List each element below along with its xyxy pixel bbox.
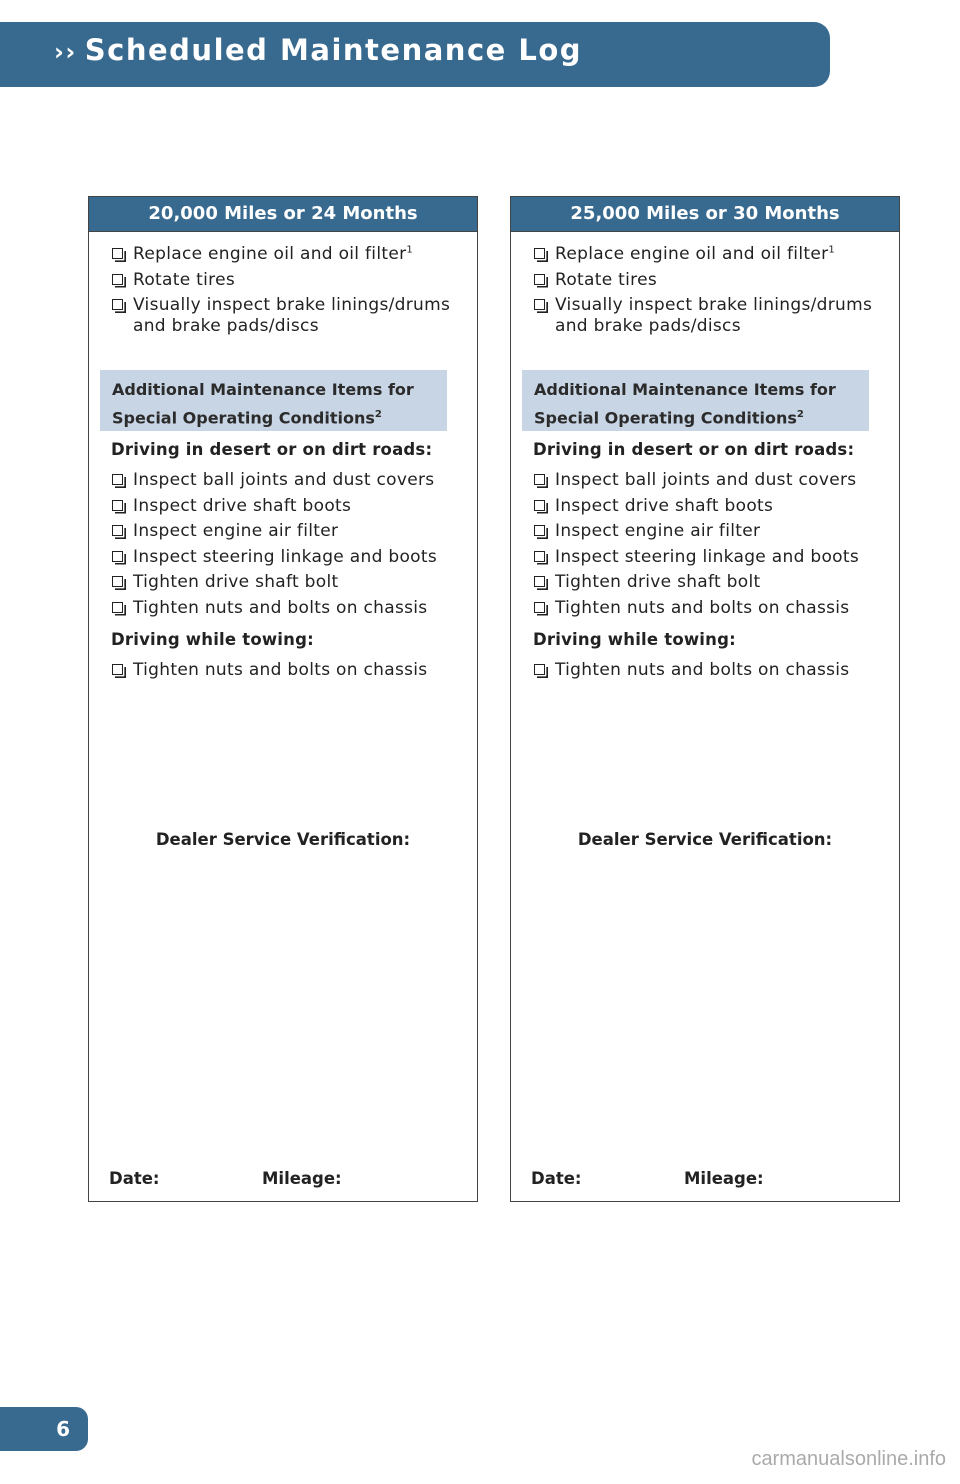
checkbox-icon[interactable] bbox=[534, 299, 545, 310]
checklist-item[interactable]: Visually inspect brake linings/drums and brake pads/discs bbox=[111, 295, 461, 337]
checklist-item[interactable]: Rotate tires bbox=[111, 270, 461, 291]
desert-checklist bbox=[533, 470, 888, 623]
checklist-item[interactable]: Tighten nuts and bolts on chassis bbox=[111, 660, 466, 681]
checklist-item[interactable]: Inspect engine air filter bbox=[533, 521, 888, 542]
checklist-item[interactable]: Replace engine oil and oil filter$^1$ bbox=[533, 244, 883, 265]
checklist-item[interactable]: Inspect steering linkage and boots bbox=[533, 547, 888, 568]
main-checklist bbox=[533, 244, 883, 342]
page-number: 6 bbox=[0, 1407, 88, 1451]
checkbox-icon[interactable] bbox=[534, 664, 545, 675]
maintenance-panel-25000 bbox=[510, 196, 900, 1202]
checkbox-icon[interactable] bbox=[112, 664, 123, 675]
towing-checklist bbox=[533, 660, 888, 686]
panel-heading: 20,000 Miles or 24 Months bbox=[89, 197, 477, 232]
date-label: Date: bbox=[531, 1169, 582, 1188]
desert-checklist bbox=[111, 470, 466, 623]
checkbox-icon[interactable] bbox=[112, 602, 123, 613]
additional-items-box: Additional Maintenance Items for Special Operating Conditions$^2$ bbox=[522, 370, 869, 431]
checkbox-icon[interactable] bbox=[112, 299, 123, 310]
additional-items-box: Additional Maintenance Items for Special Operating Conditions$^2$ bbox=[100, 370, 447, 431]
chevron-right-icon: ›› bbox=[54, 38, 77, 66]
checkbox-icon[interactable] bbox=[112, 576, 123, 587]
checkbox-icon[interactable] bbox=[112, 248, 123, 259]
checkbox-icon[interactable] bbox=[112, 474, 123, 485]
checkbox-icon[interactable] bbox=[112, 525, 123, 536]
desert-heading: Driving in desert or on dirt roads: bbox=[111, 440, 433, 459]
page-title-text: Scheduled Maintenance Log bbox=[84, 33, 583, 67]
dealer-verification-label: Dealer Service Verification: bbox=[577, 830, 833, 849]
checkbox-icon[interactable] bbox=[534, 274, 545, 285]
mileage-label: Mileage: bbox=[684, 1169, 764, 1188]
mileage-label: Mileage: bbox=[262, 1169, 342, 1188]
towing-heading: Driving while towing: bbox=[111, 630, 314, 649]
towing-heading: Driving while towing: bbox=[533, 630, 736, 649]
date-label: Date: bbox=[109, 1169, 160, 1188]
checkbox-icon[interactable] bbox=[534, 602, 545, 613]
checklist-item[interactable]: Tighten nuts and bolts on chassis bbox=[111, 598, 466, 619]
checkbox-icon[interactable] bbox=[534, 551, 545, 562]
checklist-item[interactable]: Inspect ball joints and dust covers bbox=[533, 470, 888, 491]
desert-heading: Driving in desert or on dirt roads: bbox=[533, 440, 855, 459]
page-title bbox=[54, 33, 582, 67]
checklist-item[interactable]: Tighten nuts and bolts on chassis bbox=[533, 660, 888, 681]
panel-heading: 25,000 Miles or 30 Months bbox=[511, 197, 899, 232]
checkbox-icon[interactable] bbox=[534, 525, 545, 536]
checklist-item[interactable]: Inspect steering linkage and boots bbox=[111, 547, 466, 568]
checklist-item[interactable]: Tighten drive shaft bolt bbox=[533, 572, 888, 593]
checklist-item[interactable]: Inspect ball joints and dust covers bbox=[111, 470, 466, 491]
maintenance-panel-20000 bbox=[88, 196, 478, 1202]
checkbox-icon[interactable] bbox=[534, 576, 545, 587]
checkbox-icon[interactable] bbox=[534, 248, 545, 259]
main-checklist bbox=[111, 244, 461, 342]
checkbox-icon[interactable] bbox=[112, 500, 123, 511]
checkbox-icon[interactable] bbox=[534, 474, 545, 485]
checkbox-icon[interactable] bbox=[112, 274, 123, 285]
checklist-item[interactable]: Inspect engine air filter bbox=[111, 521, 466, 542]
checklist-item[interactable]: Inspect drive shaft boots bbox=[533, 496, 888, 517]
checklist-item[interactable]: Tighten drive shaft bolt bbox=[111, 572, 466, 593]
watermark: carmanualsonline.info bbox=[751, 1448, 946, 1470]
checklist-item[interactable]: Rotate tires bbox=[533, 270, 883, 291]
checklist-item[interactable]: Replace engine oil and oil filter$^1$ bbox=[111, 244, 461, 265]
checklist-item[interactable]: Tighten nuts and bolts on chassis bbox=[533, 598, 888, 619]
checklist-item[interactable]: Visually inspect brake linings/drums and brake pads/discs bbox=[533, 295, 883, 337]
towing-checklist bbox=[111, 660, 466, 686]
dealer-verification-label: Dealer Service Verification: bbox=[155, 830, 411, 849]
checkbox-icon[interactable] bbox=[534, 500, 545, 511]
checkbox-icon[interactable] bbox=[112, 551, 123, 562]
checklist-item[interactable]: Inspect drive shaft boots bbox=[111, 496, 466, 517]
